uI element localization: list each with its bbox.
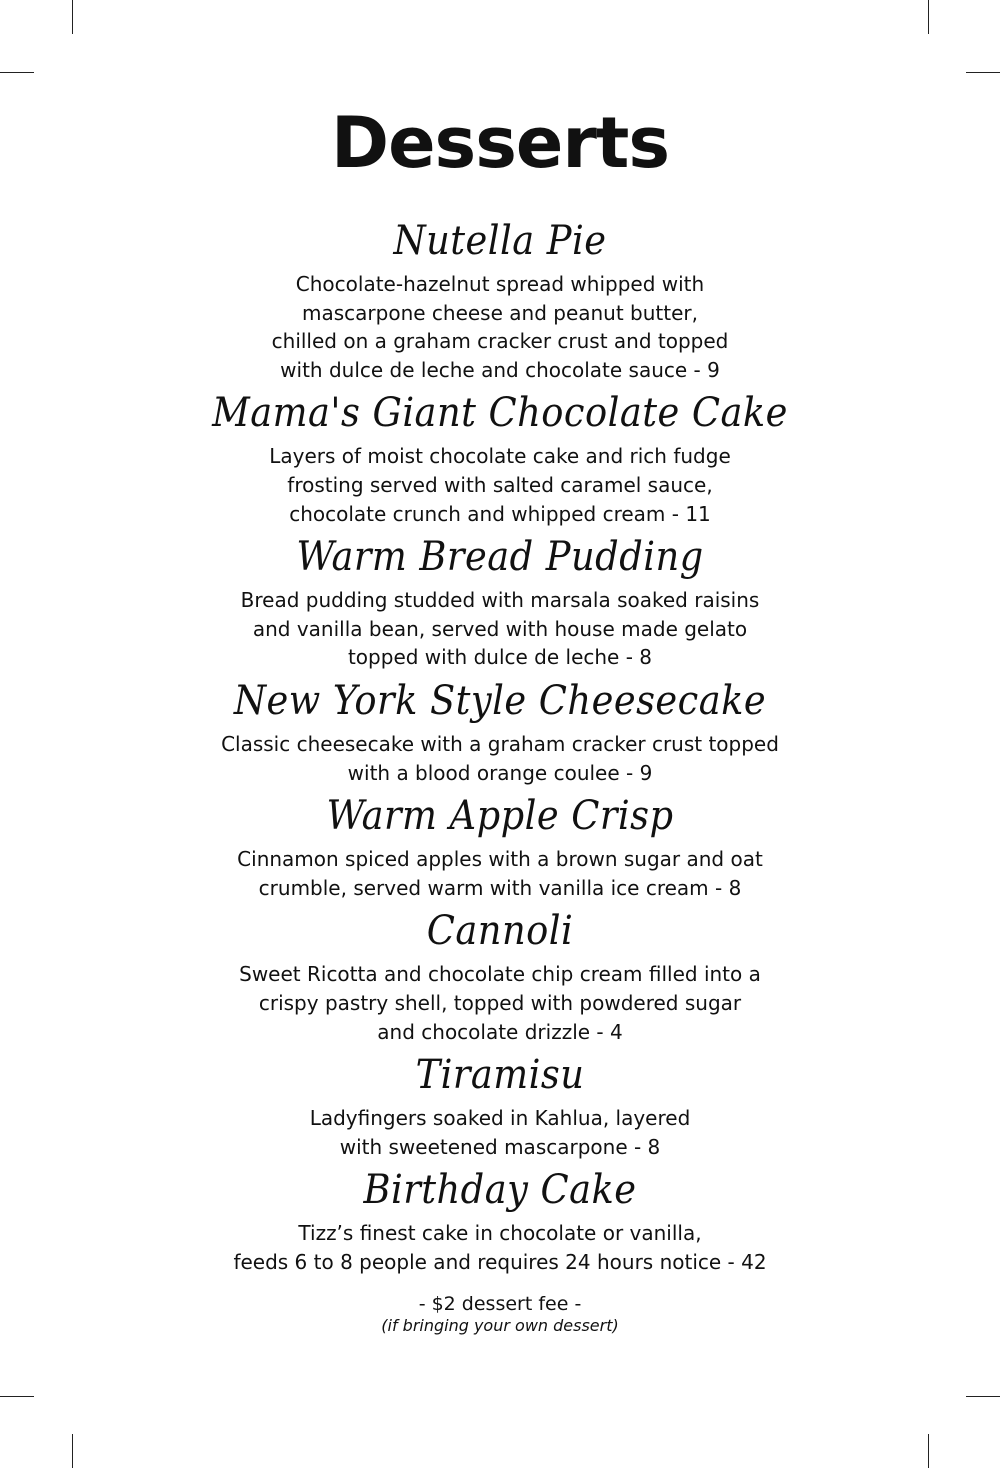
dessert-fee-notice: [0, 1292, 1000, 1336]
item-name: Warm Apple Crisp: [326, 793, 674, 840]
crop-mark-left-bottom: [0, 1396, 34, 1397]
item-name: Tiramisu: [415, 1052, 585, 1099]
menu-item: [0, 528, 1000, 672]
dessert-menu: [0, 212, 1000, 1276]
item-name: Nutella Pie: [393, 218, 607, 264]
crop-mark-top-right: [928, 0, 929, 34]
crop-mark-bottom-left: [72, 1434, 73, 1468]
item-description: Tizz’s finest cake in chocolate or vanilla, feeds 6 to 8 people and requires 24 hours notice - 42: [233, 1221, 767, 1274]
menu-item: [0, 672, 1000, 787]
crop-mark-right-bottom: [966, 1396, 1000, 1397]
item-description: Chocolate-hazelnut spread whipped with mascarpone cheese and peanut butter, chilled on a graham cracker crust and topped with dulce de leche and chocolate sauce - 9: [271, 272, 729, 382]
menu-item: [0, 1046, 1000, 1161]
item-description: Layers of moist chocolate cake and rich fudge frosting served with salted caramel sauce, chocolate crunch and whipped cream - 11: [269, 444, 731, 526]
menu-item: [0, 384, 1000, 528]
crop-mark-bottom-right: [928, 1434, 929, 1468]
item-description: Cinnamon spiced apples with a brown sugar and oat crumble, served warm with vanilla ice cream - 8: [237, 847, 763, 900]
menu-item: [0, 787, 1000, 902]
item-description: Classic cheesecake with a graham cracker crust topped with a blood orange coulee - 9: [221, 731, 779, 785]
item-name: Mama's Giant Chocolate Cake: [212, 390, 788, 437]
menu-item: [0, 902, 1000, 1046]
item-name: New York Style Cheesecake: [233, 677, 767, 724]
item-name: Warm Bread Pudding: [296, 534, 704, 581]
page-title: Desserts: [330, 102, 670, 184]
menu-item: [0, 1161, 1000, 1276]
fee-line: - $2 dessert fee -: [418, 1293, 582, 1315]
item-name: Cannoli: [426, 908, 574, 955]
item-description: Sweet Ricotta and chocolate chip cream filled into a crispy pastry shell, topped with powdered sugar and chocolate drizzle - 4: [239, 962, 761, 1044]
crop-mark-right-top: [966, 72, 1000, 73]
crop-mark-top-left: [72, 0, 73, 34]
item-description: Ladyfingers soaked in Kahlua, layered with sweetened mascarpone - 8: [309, 1106, 691, 1159]
menu-item: [0, 212, 1000, 384]
fee-note: (if bringing your own dessert): [381, 1316, 619, 1335]
item-name: Birthday Cake: [363, 1167, 637, 1214]
crop-mark-left-top: [0, 72, 34, 73]
item-description: Bread pudding studded with marsala soaked raisins and vanilla bean, served with house made gelato topped with dulce de leche - 8: [240, 588, 760, 670]
